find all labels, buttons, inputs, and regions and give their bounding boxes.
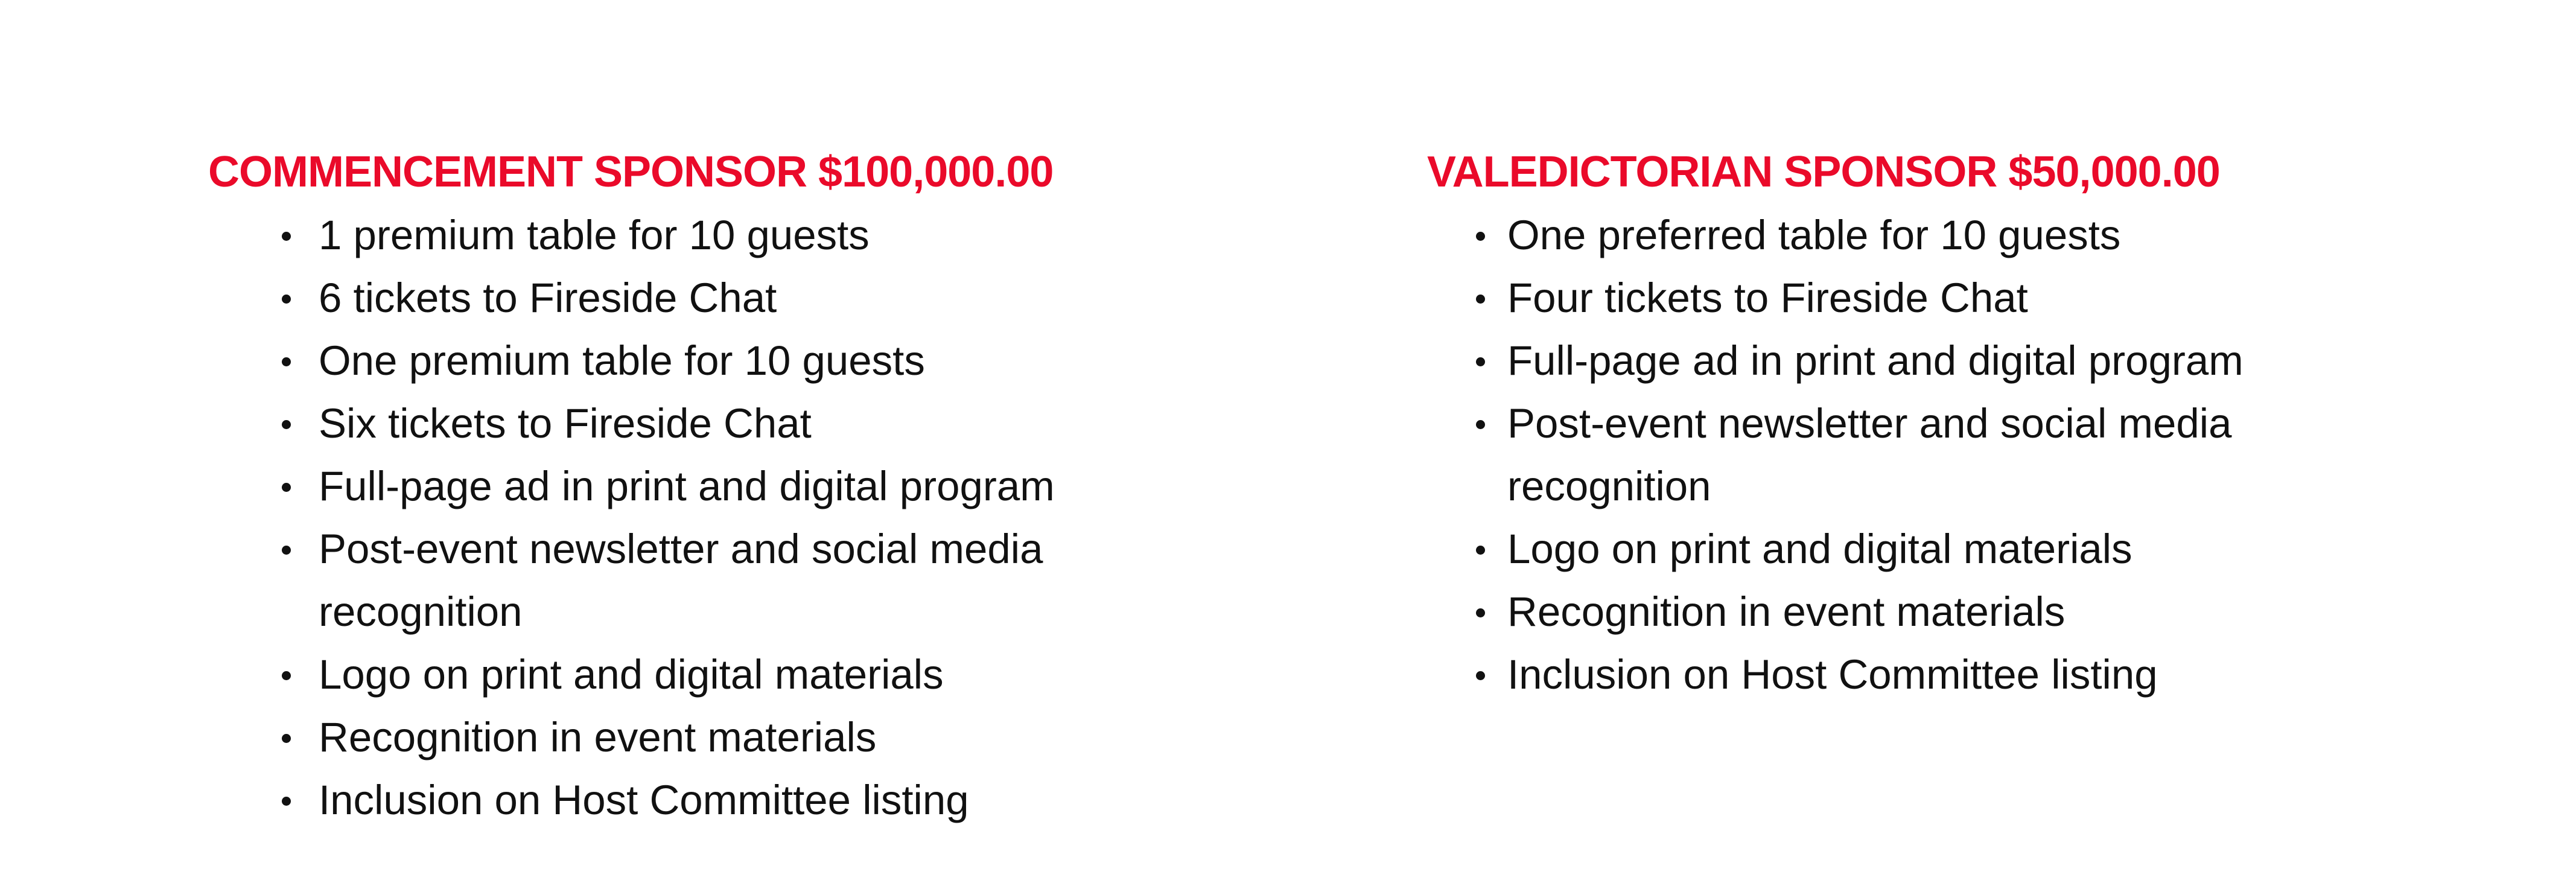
bullet-icon [1476, 357, 1485, 366]
benefit-text: Post-event newsletter and social media recognition [319, 526, 1043, 635]
benefit-text: Logo on print and digital materials [1507, 526, 2132, 572]
bullet-icon [282, 357, 291, 366]
benefit-item [1427, 267, 2328, 330]
benefit-item [208, 769, 1121, 832]
tier-heading: COMMENCEMENT SPONSOR $100,000.00 [208, 148, 1054, 196]
benefit-text: Inclusion on Host Committee listing [1507, 651, 2158, 698]
benefit-item [208, 267, 1121, 330]
benefit-text: 1 premium table for 10 guests [319, 212, 870, 258]
benefit-item [208, 518, 1121, 643]
benefit-item [208, 392, 1121, 455]
benefit-text: Recognition in event materials [1507, 588, 2066, 635]
benefit-item [1427, 392, 2328, 518]
bullet-icon [1476, 232, 1485, 241]
benefit-text: Post-event newsletter and social media recognition [1507, 400, 2232, 509]
bullet-icon [1476, 546, 1485, 555]
bullet-icon [282, 483, 291, 492]
benefit-list [208, 204, 1234, 832]
benefit-text: 6 tickets to Fireside Chat [319, 275, 777, 321]
benefit-item [1427, 643, 2328, 706]
benefit-item [208, 204, 1121, 267]
benefit-item [208, 706, 1121, 769]
bullet-icon [282, 420, 291, 429]
benefit-item [1427, 581, 2328, 643]
bullet-icon [282, 797, 291, 806]
bullet-icon [282, 546, 291, 555]
bullet-icon [282, 734, 291, 743]
benefit-item [1427, 330, 2328, 392]
benefit-text: Full-page ad in print and digital program [319, 463, 1055, 509]
sponsor-tier-valedictorian [1427, 145, 2453, 706]
benefit-text: Recognition in event materials [319, 714, 877, 760]
bullet-icon [282, 295, 291, 304]
benefit-text: Inclusion on Host Committee listing [319, 777, 969, 823]
bullet-icon [1476, 420, 1485, 429]
bullet-icon [282, 232, 291, 241]
benefit-text: One premium table for 10 guests [319, 337, 925, 384]
benefit-text: Six tickets to Fireside Chat [319, 400, 812, 447]
bullet-icon [1476, 295, 1485, 304]
benefit-item [1427, 204, 2328, 267]
bullet-icon [1476, 608, 1485, 617]
benefit-item [208, 643, 1121, 706]
benefit-list [1427, 204, 2453, 706]
benefit-text: Full-page ad in print and digital program [1507, 337, 2244, 384]
sponsor-tier-commencement [208, 145, 1234, 832]
benefit-text: One preferred table for 10 guests [1507, 212, 2121, 258]
bullet-icon [282, 671, 291, 680]
benefit-item [1427, 518, 2328, 581]
bullet-icon [1476, 671, 1485, 680]
tier-heading: VALEDICTORIAN SPONSOR $50,000.00 [1427, 148, 2220, 196]
benefit-item [208, 455, 1121, 518]
benefit-text: Four tickets to Fireside Chat [1507, 275, 2028, 321]
benefit-item [208, 330, 1121, 392]
benefit-text: Logo on print and digital materials [319, 651, 944, 698]
